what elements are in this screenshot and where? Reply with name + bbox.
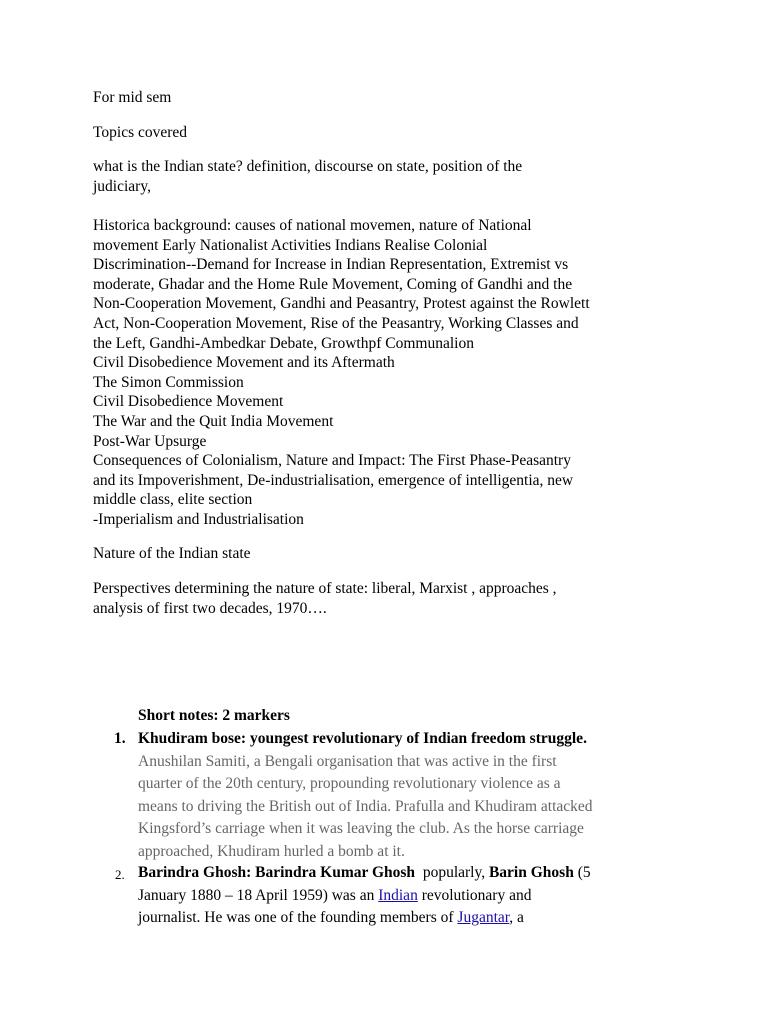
section-indian-state-definition [93, 157, 693, 196]
text-line: moderate, Ghadar and the Home Rule Movement, Coming of Gandhi and the [93, 275, 573, 293]
text-line [138, 885, 698, 908]
list-number: 1. [114, 730, 126, 747]
item-title: Barindra Ghosh: Barindra Kumar Ghosh [138, 864, 416, 881]
section-nature-of-state: Nature of the Indian state [93, 545, 251, 562]
text-line: Kingsford’s carriage when it was leaving the club. As the horse carriage [138, 820, 584, 838]
text-line: Act, Non-Cooperation Movement, Rise of the Peasantry, Working Classes and [93, 314, 579, 332]
link-jugantar[interactable]: Jugantar [457, 909, 510, 927]
text-line: quarter of the 20th century, propounding revolutionary violence as a [138, 775, 561, 793]
text-line: movement Early Nationalist Activities Indians Realise Colonial [93, 236, 488, 254]
inline-text: (5 [573, 864, 591, 881]
text-line: -Imperialism and Industrialisation [93, 510, 304, 528]
text-line: Historica background: causes of national movemen, nature of National [93, 217, 532, 234]
text-line: The Simon Commission [93, 373, 244, 391]
list-item-barindra [138, 862, 698, 930]
text-line: Perspectives determining the nature of state: liberal, Marxist , approaches , [93, 580, 557, 597]
text-line: Anushilan Samiti, a Bengali organisation that was active in the first [138, 752, 557, 770]
section-perspectives [93, 579, 693, 618]
item-title: Khudiram bose: youngest revolutionary of Indian freedom struggle. [138, 730, 587, 747]
header-line-1: For mid sem [93, 89, 172, 106]
text-line: Non-Cooperation Movement, Gandhi and Peasantry, Protest against the Rowlett [93, 295, 590, 313]
text-line: Consequences of Colonialism, Nature and Impact: The First Phase-Peasantry [93, 452, 571, 470]
inline-text: , a [509, 909, 524, 927]
inline-text: journalist. He was one of the founding members of [138, 909, 458, 927]
list-number: 2. [115, 867, 125, 882]
text-line: Discrimination--Demand for Increase in Indian Representation, Extremist vs [93, 256, 569, 274]
text-line: what is the Indian state? definition, discourse on state, position of the [93, 158, 523, 175]
link-indian[interactable]: Indian [378, 886, 418, 904]
text-line: approached, Khudiram hurled a bomb at it. [138, 842, 405, 860]
text-line: the Left, Gandhi-Ambedkar Debate, Growthpf Communalion [93, 334, 474, 352]
text-line: Civil Disobedience Movement and its Aftermath [93, 354, 395, 372]
inline-text: popularly, [415, 864, 489, 881]
text-line: judiciary, [93, 177, 151, 195]
text-line [138, 907, 698, 930]
inline-text: revolutionary and [417, 886, 532, 904]
text-line [138, 862, 698, 885]
text-line: Post-War Upsurge [93, 432, 207, 450]
inline-name: Barin Ghosh [488, 864, 574, 881]
text-line: means to driving the British out of India. Prafulla and Khudiram attacked [138, 797, 593, 815]
text-line: middle class, elite section [93, 491, 253, 509]
text-line: analysis of first two decades, 1970…. [93, 599, 327, 617]
text-line: and its Impoverishment, De-industrialisation, emergence of intelligentia, new [93, 471, 574, 489]
short-notes-heading: Short notes: 2 markers [138, 707, 290, 724]
text-line: The War and the Quit India Movement [93, 412, 334, 430]
text-line: Civil Disobedience Movement [93, 393, 284, 411]
inline-text: January 1880 – 18 April 1959) was an [138, 886, 379, 904]
list-item-khudiram [138, 728, 698, 864]
header-line-2: Topics covered [93, 124, 188, 141]
section-historical-background [93, 216, 693, 530]
